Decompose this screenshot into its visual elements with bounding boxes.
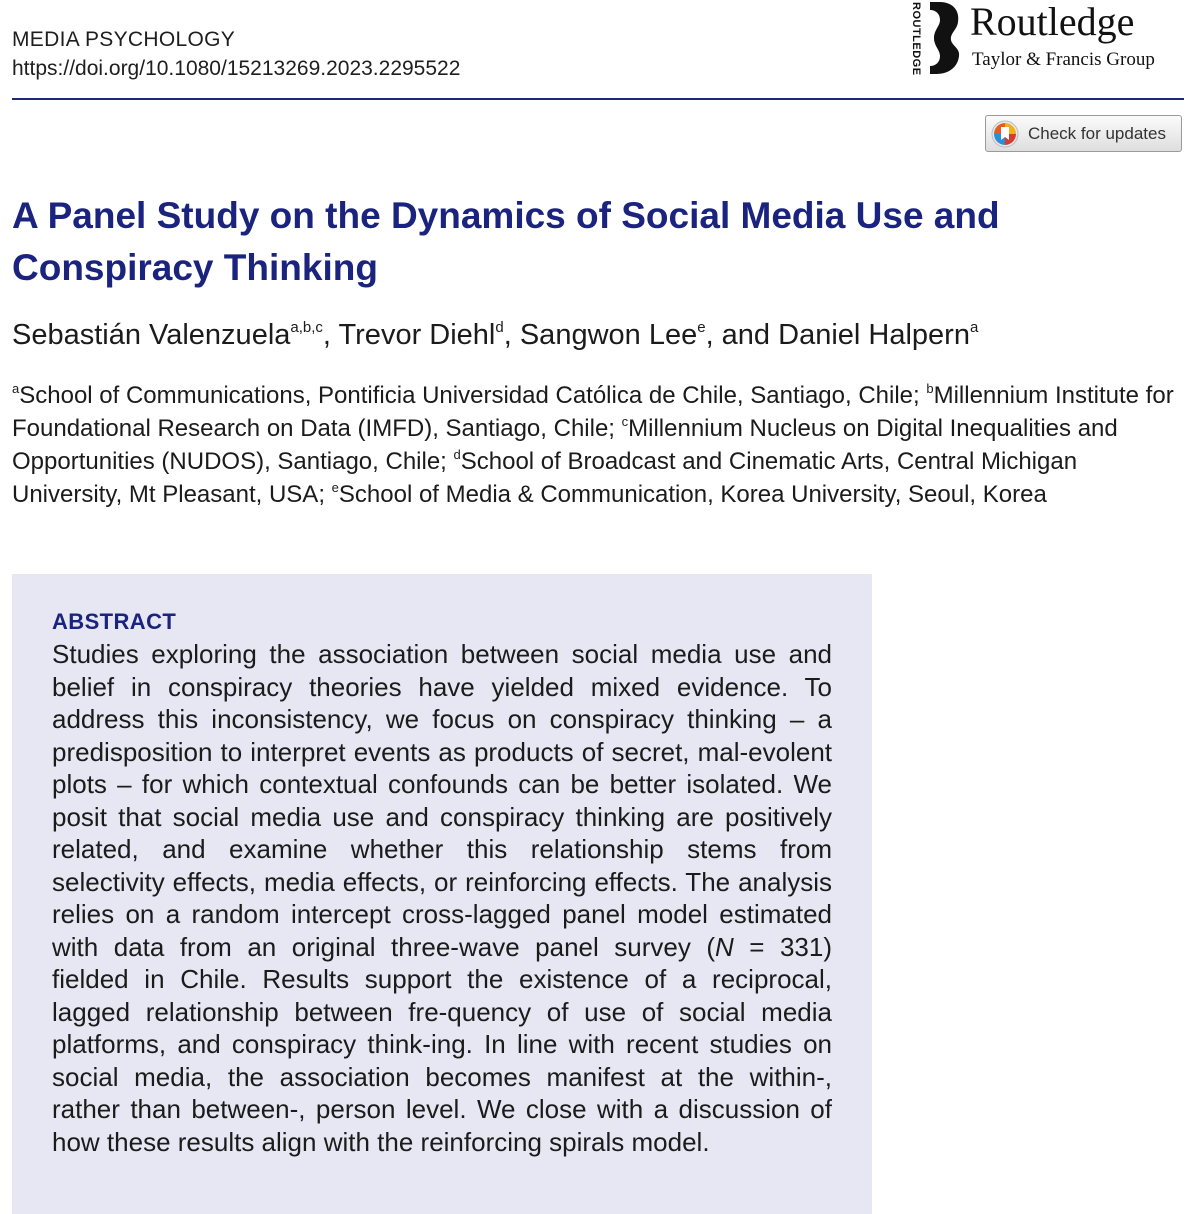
author-affiliation-marker: a <box>969 319 979 336</box>
article-title: A Panel Study on the Dynamics of Social Media Use and Conspiracy Thinking <box>12 195 1000 288</box>
author-separator: , and <box>705 319 779 351</box>
author-name: Sebastián Valenzuela <box>12 319 291 351</box>
doi-link[interactable]: https://doi.org/10.1080/15213269.2023.2295522 <box>12 57 461 80</box>
author-affiliation-marker: e <box>697 319 706 336</box>
author-name: Trevor Diehl <box>338 319 496 351</box>
sample-size-value: = 331) <box>733 931 832 962</box>
abstract-heading: ABSTRACT <box>52 609 177 634</box>
header-rule <box>12 98 1184 100</box>
affiliation-marker: a <box>12 381 20 396</box>
sample-size-symbol: N <box>715 931 734 962</box>
abstract-box <box>12 574 872 1214</box>
affiliation-marker: b <box>926 381 934 396</box>
affiliation-marker: d <box>453 447 461 462</box>
check-updates-icon <box>991 120 1019 148</box>
journal-name: MEDIA PSYCHOLOGY <box>12 28 236 51</box>
publisher-name: Routledge <box>970 0 1135 44</box>
affiliation-text: School of Media & Communication, Korea University, Seoul, Korea <box>338 481 1047 508</box>
author-separator: , <box>322 319 339 351</box>
publisher-vertical-text: ROUTLEDGE <box>910 2 922 76</box>
routledge-logo-icon <box>922 0 964 76</box>
author-affiliation-marker: d <box>495 319 504 336</box>
abstract-text-part: fielded in Chile. Results support the existence of a reciprocal, lagged relationship between fre-quency of use of social media platforms, and conspiracy think-ing. In line with recent studies on social media, the association becomes manifest at the within-, rather than between-, person level. We close with a discussion of how these results align with the reinforcing spirals model. <box>52 964 832 1157</box>
author-name: Daniel Halpern <box>778 319 970 351</box>
check-for-updates-button[interactable] <box>985 115 1182 152</box>
abstract-text <box>52 638 832 1158</box>
author-name: Sangwon Lee <box>519 319 698 351</box>
affiliation-text: Millennium Institute for Foundational Research on Data (IMFD), Santiago, Chile; <box>12 382 1174 442</box>
abstract-text-part: Studies exploring the association between social media use and belief in conspiracy theories have yielded mixed evidence. To address this inconsistency, we focus on conspiracy thinking – a predisposition to interpret events as products of secret, mal-evolent plots – for which contextual confounds can be better isolated. We posit that social media use and conspiracy thinking are positively related, and examine whether this relationship stems from selectivity effects, media effects, or reinforcing effects. The analysis relies on a random intercept cross-lagged panel model estimated with data from an original three-wave panel survey ( <box>52 639 832 962</box>
publisher-group: Taylor & Francis Group <box>972 49 1155 70</box>
affiliation-text: Millennium Nucleus on Digital Inequalities and Opportunities (NUDOS), Santiago, Chile; <box>12 415 1118 475</box>
affiliation-text: School of Broadcast and Cinematic Arts, Central Michigan University, Mt Pleasant, USA; <box>12 448 1078 508</box>
affiliation-marker: e <box>331 480 339 495</box>
author-affiliation-marker: a,b,c <box>290 319 323 336</box>
affiliation-text: School of Communications, Pontificia Universidad Católica de Chile, Santiago, Chile; <box>19 382 927 409</box>
affiliation-marker: c <box>621 414 629 429</box>
author-list <box>12 315 978 355</box>
check-updates-label: Check for updates <box>1028 123 1166 143</box>
affiliations <box>12 379 1184 511</box>
author-separator: , <box>503 319 520 351</box>
